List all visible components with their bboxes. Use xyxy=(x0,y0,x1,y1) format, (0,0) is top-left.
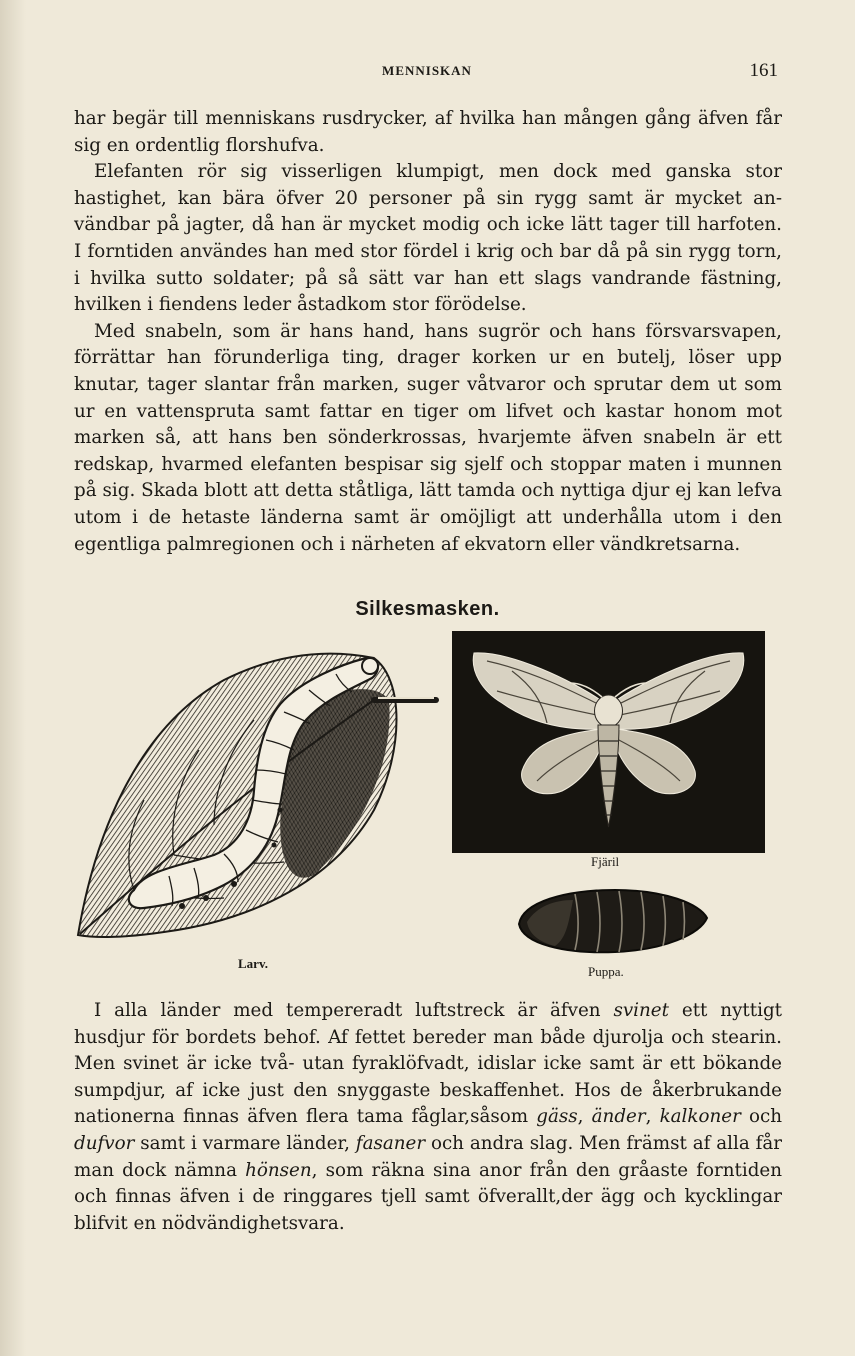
moth-illustration xyxy=(452,631,765,853)
caption-pupa: Puppa. xyxy=(588,964,624,979)
text-run: , xyxy=(577,1106,592,1128)
emphasis-svinet: svinet xyxy=(613,1000,669,1021)
larva-illustration xyxy=(74,640,444,945)
moth-thorax xyxy=(595,695,623,727)
paragraph-4 xyxy=(74,998,782,1237)
caption-larva: Larv. xyxy=(238,956,268,971)
pupa-illustration xyxy=(515,884,710,959)
text-run: , som räkna sina anor från den gråaste forntiden och finnas äfven i de ringgares tjell samt öfverallt,der ägg och kycklingar blifvit en nödvändighetsvara. xyxy=(74,1159,783,1234)
page-number: 161 xyxy=(749,60,778,81)
text-run: I alla länder med tempereradt luftstreck är äfven xyxy=(94,1000,614,1021)
emphasis-ander: änder xyxy=(591,1106,646,1128)
emphasis-fasaner: fasaner xyxy=(355,1132,426,1154)
text-run: och xyxy=(740,1106,782,1128)
text-run: och andra slag. Men främst af alla får man dock nämna xyxy=(74,1132,782,1181)
page-gutter-shadow xyxy=(0,0,26,1356)
text-run: , xyxy=(645,1106,660,1128)
running-head xyxy=(74,60,780,84)
emphasis-dufvor: dufvor xyxy=(74,1132,135,1154)
text-run: ett nyttigt husdjur för bordets behof. Af fettet bereder man både djurolja och stearin. Men svinet är icke två- utan fyraklöfvadt, idislar icke samt är ett bökande sumpdjur, af icke just den snyggaste beskaffenhet. Hos de åkerbrukande nationerna finnas äfven flera tama fåglar,såsom xyxy=(74,1000,782,1128)
emphasis-honsen: hönsen xyxy=(245,1159,312,1181)
paragraph-1: har begär till menniskans rusdrycker, af hvilka han mången gång äfven får sig en ordentlig florshufva. xyxy=(74,108,782,156)
paragraph-3: Med snabeln, som är hans hand, hans sugrör och hans försvarsvapen, förrättar han förunderliga ting, drager korken ur en butelj, löser upp knutar, tager slantar från marken, suger våtvaror och sprutar dem ut som ur en vattenspruta samt fattar en tiger om lifvet och kastar honom mot marken så, att hans ben sönderkrossas, hvarjemte äfven snabeln är ett redskap, hvarmed elefanten bespisar sig sjelf och stoppar maten i munnen på sig. Skada blott att detta ståtliga, lätt tamda och nyttiga djur ej kan lefva utom i de hetaste länderna samt är omöjligt att underhålla utom i den egentliga palmregionen och i närheten af ekvatorn eller vändkretsarna. xyxy=(74,320,782,555)
running-title: MENNISKAN xyxy=(382,63,472,78)
larva-head xyxy=(362,658,378,674)
text-run: samt i varmare länder, xyxy=(134,1132,356,1154)
emphasis-kalkoner: kalkoner xyxy=(659,1106,741,1128)
caption-moth: Fjäril xyxy=(591,854,620,869)
paragraph-2: Elefanten rör sig visserligen klumpigt, men dock med ganska stor hastighet, kan bära öfver 20 personer på sin rygg samt är mycket användbar på jagter, då han är mycket modig och icke lätt tager till harfoten. I forntiden användes han med stor fördel i krig och bar då på sin rygg torn, i hvilka sutto soldater; på så sätt var han ett slags vandrande fästning, hvilken i fiendens leder åstadkom stor förödelse. xyxy=(74,161,782,316)
emphasis-gass: gäss xyxy=(536,1106,578,1128)
figure-title: Silkesmasken. xyxy=(355,598,500,620)
bottom-text-block xyxy=(74,998,782,1237)
top-text-block xyxy=(74,106,782,558)
